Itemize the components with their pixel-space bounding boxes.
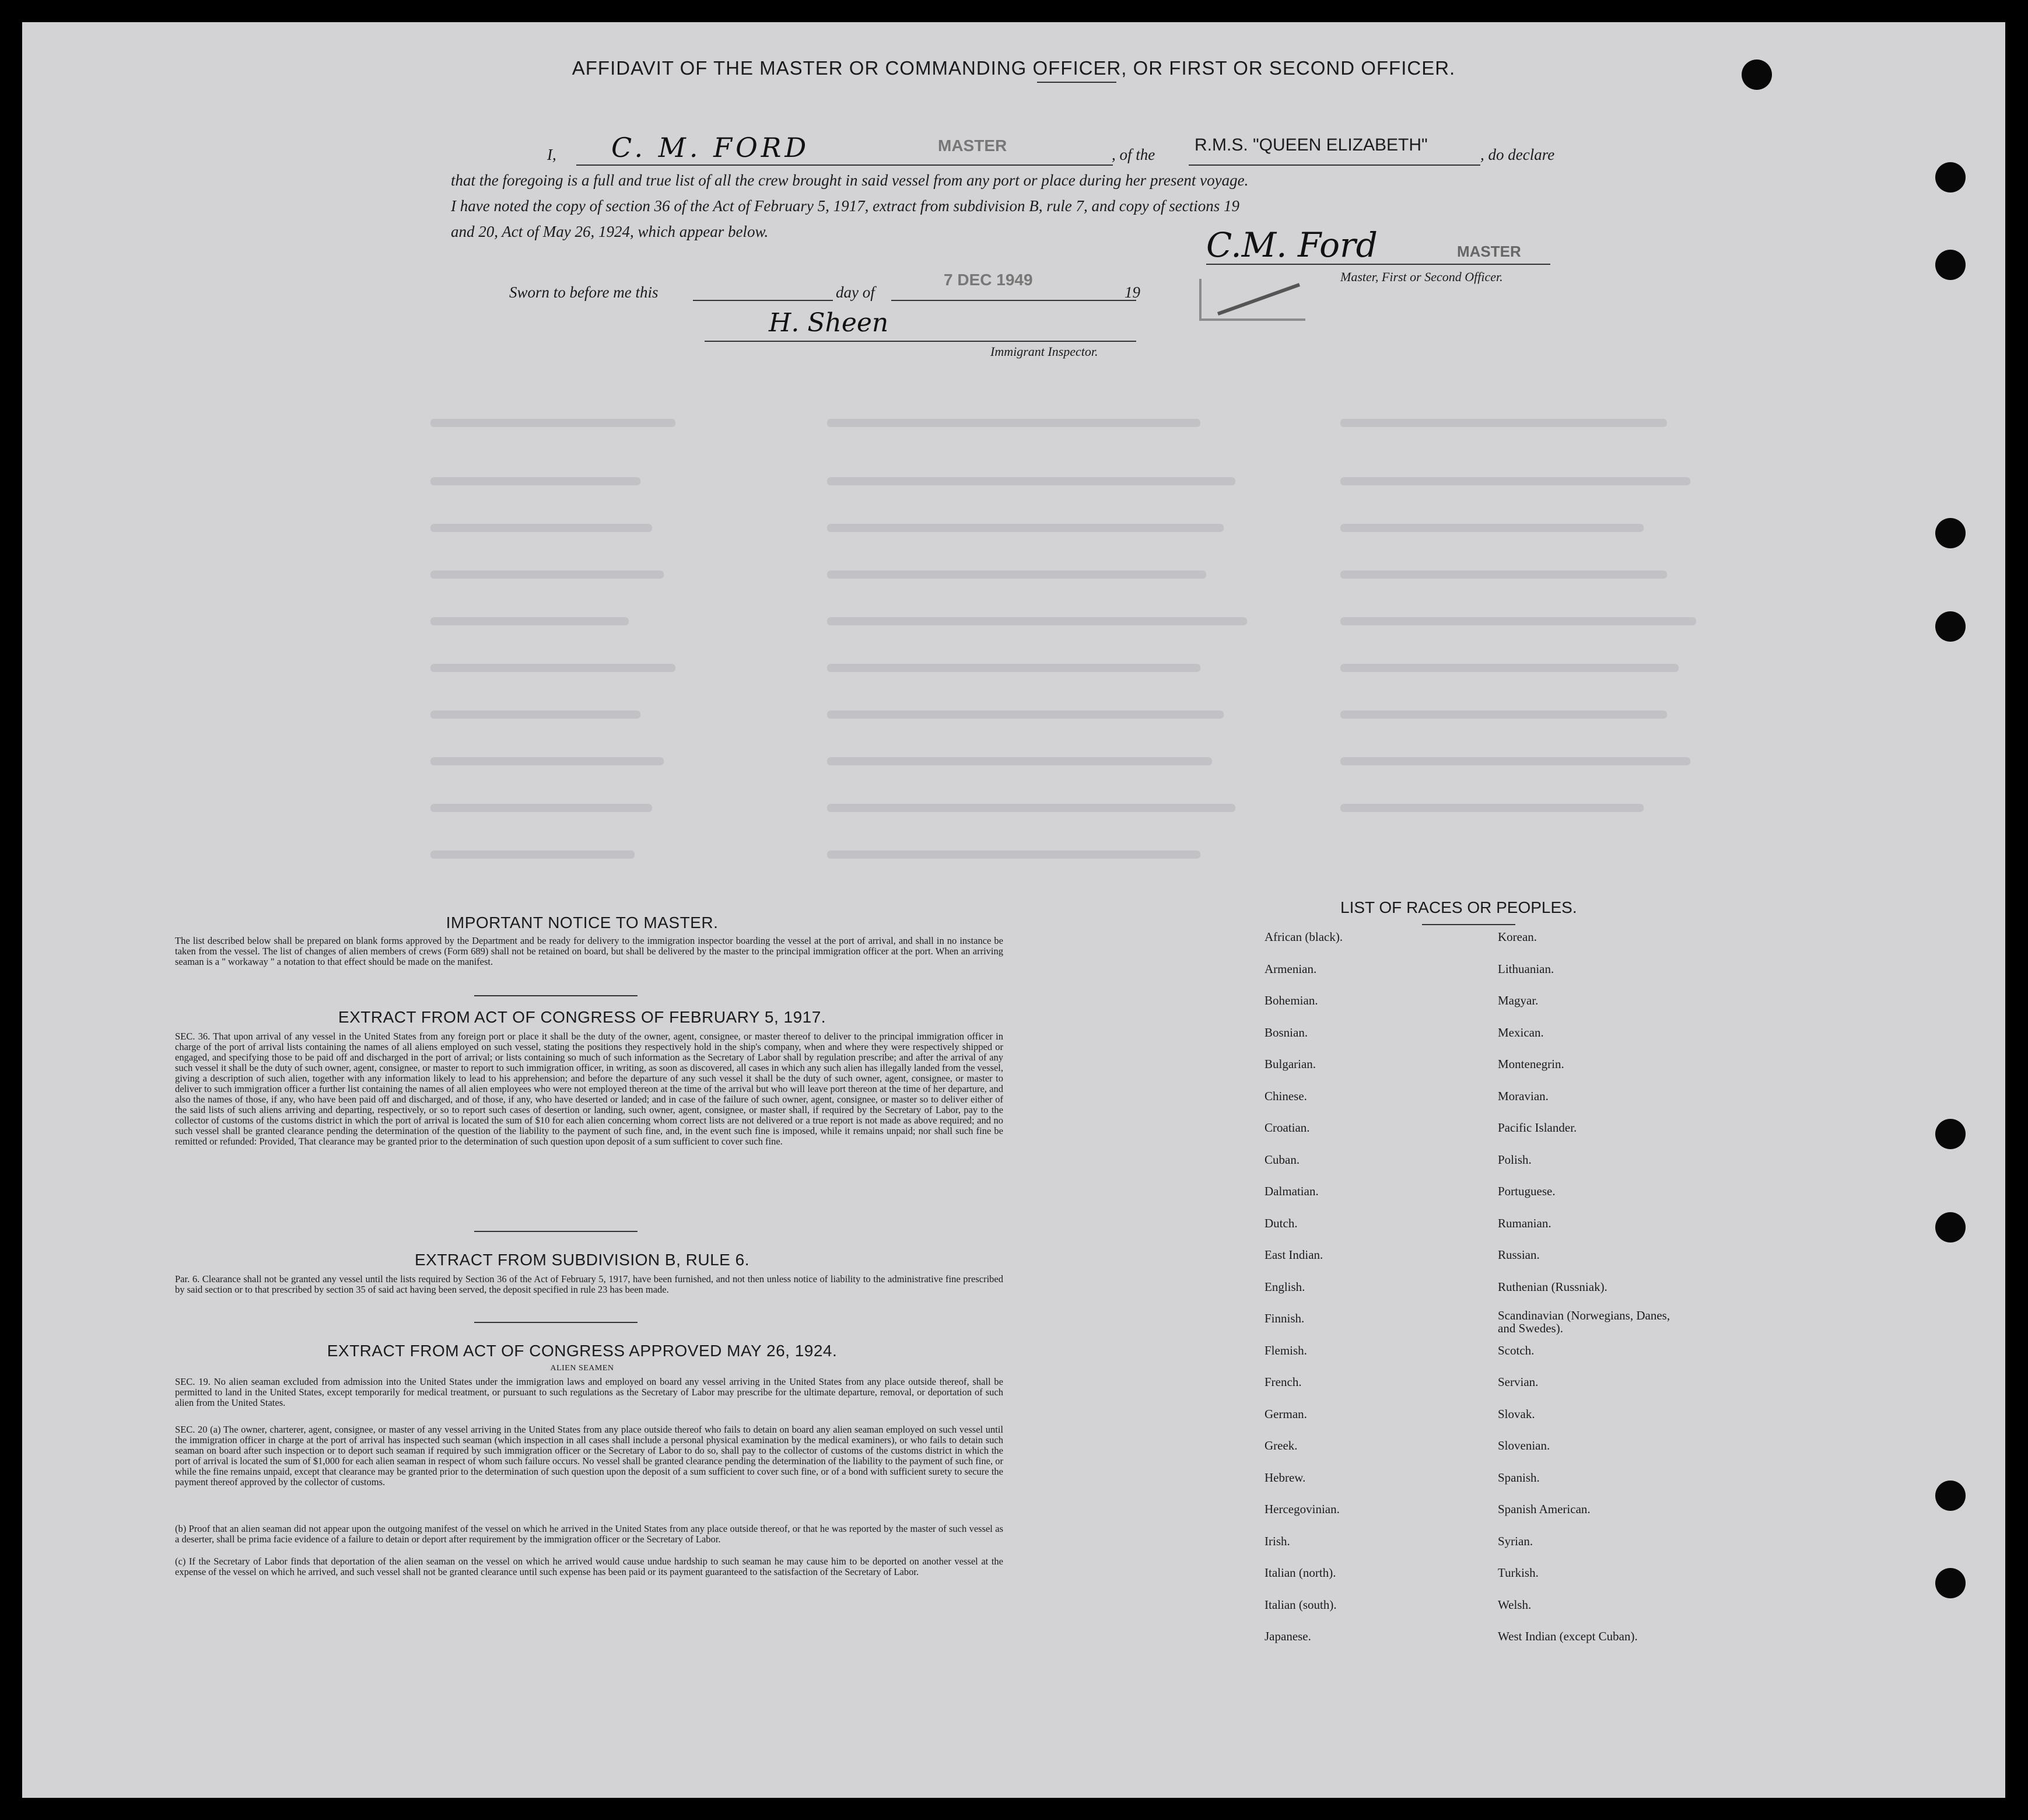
declaration-line-4: and 20, Act of May 26, 1924, which appear below. <box>451 223 769 240</box>
race-item: Italian (south). <box>1265 1597 1337 1612</box>
master-stamp: MASTER <box>1457 243 1521 260</box>
race-item: Lithuanian. <box>1498 961 1554 976</box>
day-of-text: day of <box>836 284 875 301</box>
punch-hole <box>1935 1119 1966 1149</box>
subdivision-body: Par. 6. Clearance shall not be granted any vessel until the lists required by Section 36 of the Act of February 5, 1917, have been furnished, and not then unless notice of liability to the administrative fine prescribed by said section or to that prescribed by section 35 of said act having been served, the deposit specified in rule 23 has been made. <box>175 1273 1003 1295</box>
race-item: African (black). <box>1265 930 1343 944</box>
race-item: Polish. <box>1498 1152 1532 1167</box>
declaration-line-3: I have noted the copy of section 36 of the Act of February 5, 1917, extract from subdivision B, rule 7, and copy of sections 19 <box>451 197 1239 215</box>
race-item: Russian. <box>1498 1248 1540 1262</box>
of-the-text: , of the <box>1112 146 1155 163</box>
declaration-prefix: I, <box>547 146 556 163</box>
punch-hole <box>1935 518 1966 548</box>
sworn-blank <box>693 300 833 301</box>
race-item: Slovenian. <box>1498 1438 1550 1452</box>
notice-title: IMPORTANT NOTICE TO MASTER. <box>446 914 719 932</box>
race-item: Korean. <box>1498 930 1537 944</box>
title-underline <box>1037 82 1116 83</box>
race-item: Mexican. <box>1498 1025 1544 1040</box>
punch-hole <box>1935 162 1966 192</box>
act-1924-subtitle: ALIEN SEAMEN <box>550 1364 614 1373</box>
race-item: Spanish. <box>1498 1470 1540 1485</box>
punch-hole <box>1935 611 1966 642</box>
punch-hole <box>1935 1568 1966 1598</box>
subdivision-title: EXTRACT FROM SUBDIVISION B, RULE 6. <box>415 1251 749 1269</box>
race-item: Rumanian. <box>1498 1216 1551 1230</box>
race-item: Greek. <box>1265 1438 1298 1452</box>
act-1924-sec20b: (b) Proof that an alien seaman did not appear upon the outgoing manifest of the vessel on which he arrived in the United States from any place outside thereof, or that he was reported by the master of such vessel as a deserter, shall be prima facie evidence of a failure to detain or deport after requirement by the immigration officer or the Secretary of Labor. <box>175 1523 1003 1545</box>
race-item: Chinese. <box>1265 1088 1307 1103</box>
rank-stamp: MASTER <box>938 136 1007 155</box>
races-title: LIST OF RACES OR PEOPLES. <box>1340 898 1577 916</box>
race-item: Dalmatian. <box>1265 1184 1319 1198</box>
race-item: East Indian. <box>1265 1248 1323 1262</box>
race-item: Ruthenian (Russniak). <box>1498 1279 1607 1294</box>
race-item: Moravian. <box>1498 1088 1549 1103</box>
name-blank <box>576 164 1113 166</box>
race-item: Syrian. <box>1498 1534 1533 1548</box>
act-1924-sec19: SEC. 19. No alien seaman excluded from admission into the United States under the immigration laws and employed on board any vessel arriving in the United States from any place outside thereof, shall be permitted to land in the United States, except temporarily for medical treatment, or pursuant to such regulations as the Secretary of Labor may prescribe for the ultimate departure, removal, or deportation of such alien from the United States. <box>175 1376 1003 1408</box>
race-item: Portuguese. <box>1498 1184 1556 1198</box>
declaration-line-2: that the foregoing is a full and true list of all the crew brought in said vessel from any port or place during her present voyage. <box>451 172 1249 189</box>
vessel-name: R.M.S. "QUEEN ELIZABETH" <box>1195 135 1428 155</box>
signature-line <box>1206 264 1550 265</box>
date-blank <box>891 300 1136 301</box>
do-declare-text: , do declare <box>1480 146 1555 163</box>
divider <box>474 1231 638 1232</box>
race-item: Turkish. <box>1498 1566 1539 1580</box>
notice-body: The list described below shall be prepared on blank forms approved by the Department and be ready for delivery to the immigration inspector boarding the vessel at the port of arrival, and shall in no instance be taken from the vessel. The list of changes of alien members of crews (Form 689) shall not be retained on board, but shall be delivered by the master to the principal immigration officer at the port. When an arriving seaman is a " workaway " a notation to that effect should be made on the manifest. <box>175 935 1003 967</box>
stamp-mark <box>1195 273 1311 326</box>
race-item: Pacific Islander. <box>1498 1121 1577 1135</box>
race-item: Armenian. <box>1265 961 1317 976</box>
race-item: Hercegovinian. <box>1265 1502 1340 1516</box>
punch-hole <box>1935 250 1966 280</box>
divider <box>474 1322 638 1323</box>
race-item: Bulgarian. <box>1265 1057 1316 1071</box>
master-signature: C.M. Ford <box>1206 225 1378 265</box>
race-item: German. <box>1265 1406 1307 1421</box>
act-1924-sec20a: SEC. 20 (a) The owner, charterer, agent, consignee, or master of any vessel arriving in the United States from any place outside thereof who fails to detain on board any alien seaman employed on such vessel until the immigration officer in charge at the port of arrival has inspected such seaman (which inspection in all cases shall include a personal physical examination by the medical examiners), or who fails to detain such seaman on board after such inspection or to deport such seaman if required by such immigration officer or the Secretary of Labor to do so, shall pay to the collector of customs of the customs district in which the port of arrival is located the sum of $1,000 for each alien seaman in respect of whom such failure occurs. No vessel shall be granted clearance pending the determination of the liability to the payment of such fine, or while the fine remains unpaid, except that clearance may be granted prior to the determination of such question upon the deposit of a sum sufficient to cover such fine, or of a bond with sufficient surety to secure the payment thereof approved by the collector of customs. <box>175 1424 1003 1488</box>
race-item: Servian. <box>1498 1375 1539 1389</box>
name-handwritten: C. M. FORD <box>611 132 810 163</box>
race-item: Montenegrin. <box>1498 1057 1564 1071</box>
act-1917-title: EXTRACT FROM ACT OF CONGRESS OF FEBRUARY 5, 1917. <box>338 1008 826 1026</box>
vessel-blank <box>1189 164 1480 166</box>
race-item: Italian (north). <box>1265 1566 1336 1580</box>
race-item: Scotch. <box>1498 1343 1535 1357</box>
race-item: Japanese. <box>1265 1629 1311 1643</box>
sworn-text: Sworn to before me this <box>509 284 659 301</box>
race-item: Hebrew. <box>1265 1470 1306 1485</box>
races-title-rule <box>1422 924 1515 925</box>
divider <box>474 995 638 996</box>
signature-caption: Master, First or Second Officer. <box>1340 270 1503 284</box>
inspector-caption: Immigrant Inspector. <box>990 344 1098 359</box>
race-item: Bohemian. <box>1265 993 1318 1007</box>
race-item: West Indian (except Cuban). <box>1498 1629 1638 1643</box>
act-1924-title: EXTRACT FROM ACT OF CONGRESS APPROVED MAY 26, 1924. <box>327 1342 838 1360</box>
race-item: English. <box>1265 1279 1305 1294</box>
race-item: Slovak. <box>1498 1406 1535 1421</box>
race-item: Dutch. <box>1265 1216 1298 1230</box>
punch-hole <box>1935 1480 1966 1511</box>
race-item: Cuban. <box>1265 1152 1300 1167</box>
date-stamp: 7 DEC 1949 <box>944 271 1033 289</box>
race-item: Magyar. <box>1498 993 1539 1007</box>
act-1917-body: SEC. 36. That upon arrival of any vessel in the United States from any foreign port or place it shall be the duty of the owner, agent, consignee, or master thereof to deliver to the principal immigration officer in charge of the port of arrival lists containing the names of all aliens employed on such vessel, stating the positions they respectively hold in the ship's company, when and where they were respectively shipped or engaged, and specifying those to be paid off and discharged in the port of arrival; or lists containing so much of such information as the Secretary of Labor shall by regulation prescribe; and after the arrival of any such vessel it shall be the duty of such owner, agent, consignee, or master to report to such immigration officer, in writing, as soon as discovered, all cases in which any such alien has illegally landed from the vessel, giving a description of such alien, together with any information likely to lead to his apprehension; and before the departure of any such vessel it shall be the duty of such owner, agent, consignee, or master to deliver to such immigration officer a further list containing the names of all alien employees who were not employed thereon at the time of the arrival but who will leave port thereon at the time of her departure, and also the names of those, if any, who have been paid off and discharged, and of those, if any, who have deserted or landed; and in case of the failure of such owner, agent, consignee, or master so to deliver either of the said lists of such aliens arriving and departing, respectively, or so to report such cases of desertion or landing, such owner, agent, consignee, or master shall, if required by the Secretary of Labor, pay to the collector of customs of the customs district in which the port of arrival is located the sum of $10 for each alien concerning whom correct lists are not delivered or a true report is not made as above required; and no such vessel shall be granted clearance pending the determination of the question of the liability to the payment of such fine, and, in the event such fine is imposed, while it remains unpaid; nor shall such fine be remitted or refunded: Provided, That clearance may be granted prior to the determination of such question upon deposit of a sum sufficient to cover such fine. <box>175 1031 1003 1147</box>
race-item: Flemish. <box>1265 1343 1307 1357</box>
inspector-signature: H. Sheen <box>769 308 889 338</box>
act-1924-sec20c: (c) If the Secretary of Labor finds that deportation of the alien seaman on the vessel on which he arrived would cause undue hardship to such seaman he may cause him to be deported on another vessel at the expense of the vessel on which he arrived, and such vessel shall not be granted clearance until such expense has been paid or its payment guaranteed to the satisfaction of the Secretary of Labor. <box>175 1556 1003 1577</box>
race-item: Bosnian. <box>1265 1025 1308 1040</box>
race-item: French. <box>1265 1375 1302 1389</box>
race-item: Spanish American. <box>1498 1502 1591 1516</box>
race-item: Scandinavian (Norwegians, Danes, and Swedes). <box>1498 1308 1670 1335</box>
race-item: Irish. <box>1265 1534 1290 1548</box>
page-title: AFFIDAVIT OF THE MASTER OR COMMANDING OFFICER, OR FIRST OR SECOND OFFICER. <box>572 57 1456 79</box>
year-prefix: 19 <box>1125 284 1140 301</box>
punch-hole <box>1935 1212 1966 1242</box>
race-item: Croatian. <box>1265 1121 1310 1135</box>
race-item: Finnish. <box>1265 1311 1305 1325</box>
race-item: Welsh. <box>1498 1597 1532 1612</box>
document-page <box>22 22 2005 1798</box>
inspector-line <box>705 341 1136 342</box>
